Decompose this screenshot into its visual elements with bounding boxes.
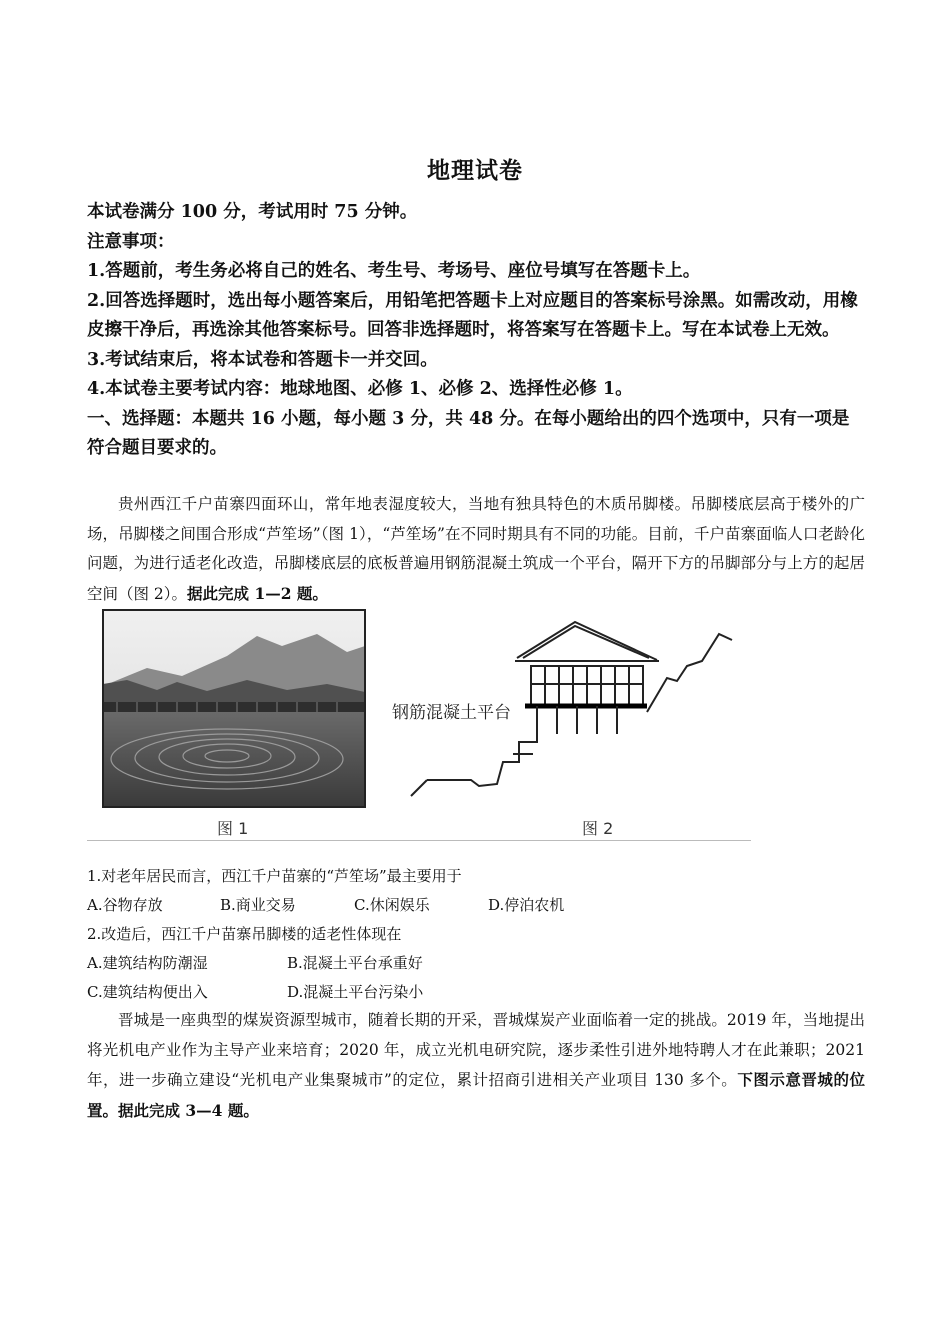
figure-group: [87, 606, 751, 842]
question-2-stem: 2.改造后，西江千户苗寨吊脚楼的适老性体现在: [87, 925, 402, 943]
notice-title: 注意事项：: [87, 231, 175, 252]
passage-1-text: 贵州西江千户苗寨四面环山，常年地表湿度较大，当地有独具特色的木质吊脚楼。吊脚楼底层高于楼外的广场，吊脚楼之间围合形成“芦笙场”（图 1），“芦笙场”在不同时期具有不同的功能。目前，千户苗寨面临人口老龄化问题，为进行适老化改造，吊脚楼底层的底板普遍用钢筋混凝土筑成一个平台，隔开下方的吊脚部分与上方的起居空间（图 2）。: [87, 495, 865, 603]
q1-option-a: A.谷物存放: [87, 896, 163, 914]
figures-svg: [87, 606, 751, 842]
passage-1-instruction: 据此完成 1—2 题。: [187, 583, 328, 603]
figure-1-photo: [103, 610, 365, 807]
q1-option-c: C.休闲娱乐: [354, 896, 430, 914]
figure-divider: [87, 840, 751, 841]
section-heading: 一、选择题：本题共 16 小题，每小题 3 分，共 48 分。在每小题给出的四个选项中，只有一项是符合题目要求的。: [87, 408, 850, 458]
exam-instructions: [87, 198, 865, 464]
notice-item-4: 4.本试卷主要考试内容：地球地图、必修 1、必修 2、选择性必修 1。: [87, 379, 633, 399]
figure-2-caption: 图 2: [582, 819, 614, 838]
figure-1-caption: 图 1: [217, 819, 249, 838]
notice-item-2: 2.回答选择题时，选出每小题答案后，用铅笔把答题卡上对应题目的答案标号涂黑。如需改动，用橡皮擦干净后，再选涂其他答案标号。回答非选择题时，将答案写在答题卡上。写在本试卷上无效。: [87, 290, 858, 340]
passage-2: [87, 1006, 865, 1126]
q2-option-d: D.混凝土平台污染小: [287, 983, 424, 1001]
passage-1: [87, 490, 865, 609]
question-1-stem: 1.对老年居民而言，西江千户苗寨的“芦笙场”最主要用于: [87, 867, 462, 885]
q2-option-c: C.建筑结构便出入: [87, 983, 208, 1001]
score-time-line: 本试卷满分 100 分，考试用时 75 分钟。: [87, 202, 418, 222]
passage-2-instruction: 下图示意晋城的位置。据此完成 3—4 题。: [87, 1070, 865, 1120]
notice-item-1: 1.答题前，考生务必将自己的姓名、考生号、考场号、座位号填写在答题卡上。: [87, 261, 701, 281]
figure-2-label: 钢筋混凝土平台: [392, 703, 511, 723]
q1-option-b: B.商业交易: [220, 896, 296, 914]
q2-option-a: A.建筑结构防潮湿: [87, 954, 208, 972]
passage-2-text: 晋城是一座典型的煤炭资源型城市，随着长期的开采，晋城煤炭产业面临着一定的挑战。2019 年，当地提出将光机电产业作为主导产业来培育；2020 年，成立光机电研究院，逐步柔性引进外地特聘人才在此兼职；2021 年，进一步确立建设“光机电产业集聚城市”的定位，累计招商引进相关产业项目 130 多个。: [87, 1011, 865, 1089]
q1-option-d: D.停泊农机: [488, 896, 565, 914]
page-title: 地理试卷: [427, 157, 523, 184]
notice-item-3: 3.考试结束后，将本试卷和答题卡一并交回。: [87, 349, 438, 370]
q2-option-b: B.混凝土平台承重好: [287, 954, 423, 972]
